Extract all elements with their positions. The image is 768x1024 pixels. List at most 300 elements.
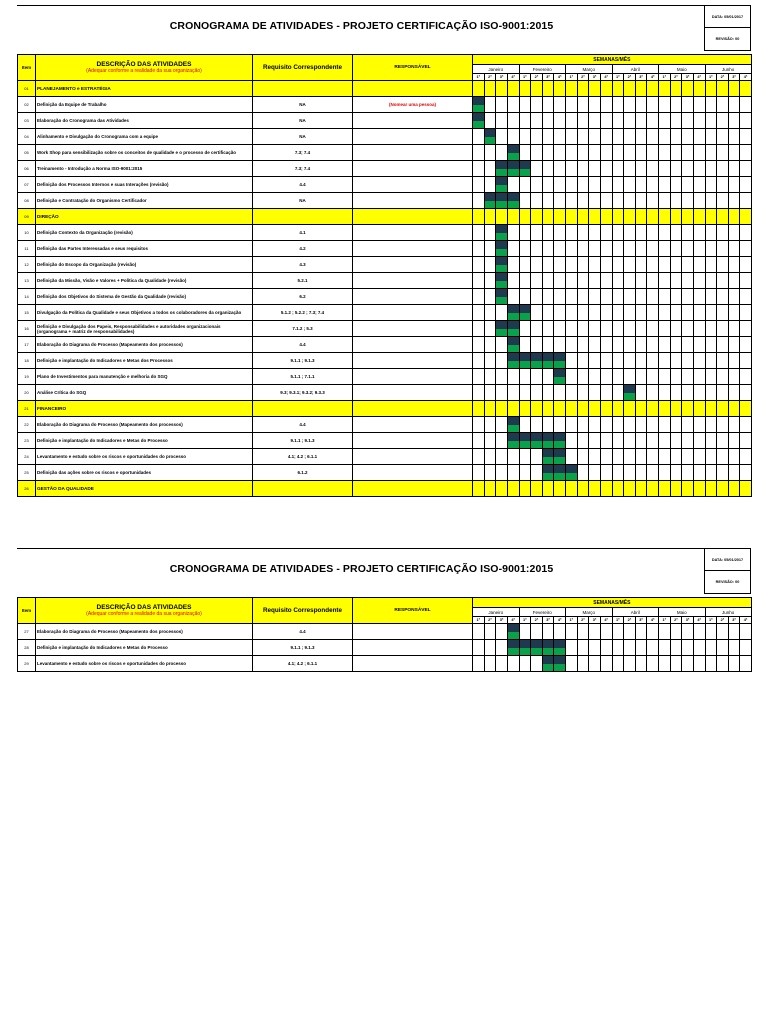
gantt-cell (624, 177, 636, 193)
gantt-cell (705, 401, 717, 417)
gantt-cell (496, 145, 508, 161)
gantt-cell (635, 417, 647, 433)
header-week: 4ª (693, 617, 705, 624)
gantt-cell (600, 145, 612, 161)
row-responsible (353, 449, 473, 465)
gantt-cell (728, 656, 740, 672)
gantt-cell (519, 369, 531, 385)
gantt-cell (635, 209, 647, 225)
row-responsible (353, 656, 473, 672)
gantt-cell (589, 337, 601, 353)
gantt-bar-cell (507, 161, 519, 177)
gantt-cell (577, 465, 589, 481)
header-week: 3ª (682, 74, 694, 81)
gantt-cell (566, 481, 578, 497)
gantt-cell (507, 241, 519, 257)
gantt-cell (589, 385, 601, 401)
row-requirement (253, 401, 353, 417)
gantt-cell (600, 241, 612, 257)
row-number: 11 (18, 241, 36, 257)
gantt-cell (519, 624, 531, 640)
gantt-cell (682, 225, 694, 241)
row-requirement: 4.4 (253, 337, 353, 353)
gantt-cell (566, 305, 578, 321)
schedule-table (17, 597, 752, 672)
gantt-cell (542, 624, 554, 640)
row-requirement: 4.1; 4.2 ; 6.1.1 (253, 449, 353, 465)
gantt-cell (612, 225, 624, 241)
gantt-cell (577, 257, 589, 273)
gantt-cell (507, 449, 519, 465)
gantt-cell (647, 97, 659, 113)
header-month: Maio (659, 608, 706, 617)
row-number: 28 (18, 640, 36, 656)
gantt-cell (612, 305, 624, 321)
header-month: Março (566, 608, 613, 617)
gantt-cell (728, 129, 740, 145)
gantt-cell (554, 209, 566, 225)
gantt-cell (647, 369, 659, 385)
gantt-cell (542, 145, 554, 161)
gantt-cell (496, 433, 508, 449)
gantt-cell (531, 289, 543, 305)
gantt-cell (484, 145, 496, 161)
gantt-bar-cell (496, 225, 508, 241)
page-header (17, 5, 751, 54)
row-responsible (353, 113, 473, 129)
gantt-cell (577, 656, 589, 672)
gantt-cell (670, 241, 682, 257)
header-week: 2ª (624, 617, 636, 624)
gantt-cell (519, 289, 531, 305)
gantt-cell (717, 257, 729, 273)
gantt-cell (705, 273, 717, 289)
gantt-cell (717, 640, 729, 656)
gantt-cell (566, 385, 578, 401)
gantt-cell (531, 81, 543, 97)
gantt-cell (589, 465, 601, 481)
header-week: 1ª (519, 617, 531, 624)
gantt-cell (496, 401, 508, 417)
gantt-cell (496, 465, 508, 481)
gantt-cell (531, 385, 543, 401)
header-week: 2ª (670, 617, 682, 624)
gantt-cell (647, 225, 659, 241)
gantt-cell (670, 305, 682, 321)
gantt-cell (600, 337, 612, 353)
gantt-cell (507, 273, 519, 289)
gantt-bar-cell (519, 305, 531, 321)
gantt-cell (600, 481, 612, 497)
gantt-cell (531, 369, 543, 385)
row-description: Definição e implantação do Indicadores e Metas dos Processos (36, 353, 253, 369)
gantt-cell (647, 209, 659, 225)
header-week: 4ª (554, 617, 566, 624)
gantt-cell (647, 640, 659, 656)
gantt-cell (554, 481, 566, 497)
row-description: Work Shop para sensibilização sobre os conceitos de qualidade e o processo de certificação (36, 145, 253, 161)
gantt-cell (728, 145, 740, 161)
gantt-cell (659, 177, 671, 193)
gantt-cell (647, 624, 659, 640)
activity-row (18, 321, 752, 337)
gantt-bar-cell (554, 465, 566, 481)
gantt-cell (531, 656, 543, 672)
gantt-cell (740, 481, 751, 497)
gantt-cell (705, 209, 717, 225)
gantt-cell (473, 640, 485, 656)
gantt-cell (542, 257, 554, 273)
gantt-cell (624, 369, 636, 385)
gantt-cell (566, 417, 578, 433)
activity-row (18, 273, 752, 289)
gantt-cell (542, 113, 554, 129)
gantt-cell (484, 289, 496, 305)
gantt-cell (473, 353, 485, 369)
row-description: Análise Crítica do SGQ (36, 385, 253, 401)
gantt-cell (473, 433, 485, 449)
gantt-cell (577, 640, 589, 656)
gantt-cell (519, 337, 531, 353)
gantt-cell (693, 97, 705, 113)
row-responsible (353, 433, 473, 449)
gantt-cell (705, 145, 717, 161)
row-requirement: 7.3; 7.4 (253, 145, 353, 161)
gantt-cell (624, 353, 636, 369)
row-description: Definição dos Objetivos do Sistema de Gestão da Qualidade (revisão) (36, 289, 253, 305)
gantt-cell (705, 385, 717, 401)
row-requirement: 9.1.1 ; 9.1.3 (253, 353, 353, 369)
header-month: Fevereiro (519, 65, 566, 74)
header-week: 2ª (531, 617, 543, 624)
gantt-cell (519, 145, 531, 161)
row-responsible (353, 321, 473, 337)
row-requirement: 7.1.2 ; 5.3 (253, 321, 353, 337)
gantt-cell (728, 465, 740, 481)
gantt-cell (740, 289, 751, 305)
gantt-cell (566, 337, 578, 353)
gantt-cell (612, 257, 624, 273)
row-description: Definição das Partes Interessadas e seus requisitos (36, 241, 253, 257)
gantt-cell (682, 321, 694, 337)
gantt-cell (670, 369, 682, 385)
header-week: 1ª (519, 74, 531, 81)
gantt-cell (554, 417, 566, 433)
gantt-cell (566, 209, 578, 225)
gantt-cell (728, 305, 740, 321)
gantt-cell (473, 193, 485, 209)
header-week: 4ª (600, 74, 612, 81)
gantt-cell (682, 81, 694, 97)
section-row (18, 401, 752, 417)
row-responsible (353, 257, 473, 273)
gantt-cell (647, 449, 659, 465)
gantt-cell (589, 257, 601, 273)
gantt-cell (717, 273, 729, 289)
row-description: DIREÇÃO (36, 209, 253, 225)
schedule-page-1 (17, 5, 751, 497)
gantt-cell (612, 113, 624, 129)
gantt-cell (519, 113, 531, 129)
gantt-cell (507, 465, 519, 481)
gantt-cell (589, 145, 601, 161)
activity-row (18, 624, 752, 640)
gantt-cell (635, 385, 647, 401)
gantt-cell (484, 656, 496, 672)
document-revision: REVISÃO: 00 (715, 37, 740, 41)
activity-row (18, 97, 752, 113)
gantt-cell (542, 241, 554, 257)
gantt-cell (647, 241, 659, 257)
gantt-cell (682, 369, 694, 385)
row-number: 26 (18, 481, 36, 497)
gantt-cell (612, 385, 624, 401)
gantt-cell (566, 624, 578, 640)
gantt-cell (728, 113, 740, 129)
gantt-cell (670, 257, 682, 273)
gantt-cell (542, 273, 554, 289)
gantt-cell (670, 337, 682, 353)
gantt-cell (659, 321, 671, 337)
gantt-cell (624, 209, 636, 225)
gantt-cell (647, 401, 659, 417)
gantt-cell (659, 129, 671, 145)
gantt-cell (705, 289, 717, 305)
gantt-cell (577, 289, 589, 305)
gantt-cell (670, 481, 682, 497)
gantt-cell (589, 225, 601, 241)
gantt-cell (612, 449, 624, 465)
gantt-cell (624, 305, 636, 321)
document-title: CRONOGRAMA DE ATIVIDADES - PROJETO CERTIFICAÇÃO ISO-9001:2015 (169, 20, 554, 32)
gantt-cell (740, 449, 751, 465)
gantt-cell (496, 353, 508, 369)
gantt-cell (531, 624, 543, 640)
gantt-cell (507, 385, 519, 401)
gantt-cell (566, 353, 578, 369)
gantt-cell (728, 433, 740, 449)
row-number: 12 (18, 257, 36, 273)
header-week: 3ª (682, 617, 694, 624)
gantt-cell (589, 656, 601, 672)
row-responsible (353, 353, 473, 369)
gantt-cell (531, 97, 543, 113)
gantt-cell (659, 145, 671, 161)
row-number: 02 (18, 97, 36, 113)
row-number: 21 (18, 401, 36, 417)
header-requirement: Requisito Correspondente (253, 598, 353, 624)
gantt-cell (740, 353, 751, 369)
row-requirement: NA (253, 113, 353, 129)
gantt-cell (566, 321, 578, 337)
gantt-cell (624, 401, 636, 417)
header-item: Item (18, 55, 36, 81)
section-row (18, 81, 752, 97)
gantt-cell (531, 417, 543, 433)
gantt-cell (612, 433, 624, 449)
gantt-cell (554, 177, 566, 193)
row-requirement: 4.4 (253, 417, 353, 433)
gantt-cell (484, 113, 496, 129)
header-month: Março (566, 65, 613, 74)
gantt-cell (531, 129, 543, 145)
activity-row (18, 225, 752, 241)
gantt-cell (659, 465, 671, 481)
gantt-cell (705, 113, 717, 129)
gantt-cell (554, 129, 566, 145)
gantt-cell (542, 193, 554, 209)
section-row (18, 481, 752, 497)
gantt-cell (740, 145, 751, 161)
gantt-cell (635, 273, 647, 289)
gantt-bar-cell (554, 353, 566, 369)
row-number: 23 (18, 433, 36, 449)
gantt-cell (531, 113, 543, 129)
gantt-cell (600, 273, 612, 289)
gantt-cell (542, 337, 554, 353)
gantt-cell (728, 97, 740, 113)
gantt-cell (635, 241, 647, 257)
gantt-bar-cell (507, 624, 519, 640)
gantt-bar-cell (554, 656, 566, 672)
gantt-cell (740, 273, 751, 289)
gantt-cell (693, 209, 705, 225)
gantt-cell (635, 225, 647, 241)
gantt-cell (484, 481, 496, 497)
gantt-cell (612, 145, 624, 161)
row-number: 04 (18, 129, 36, 145)
gantt-cell (531, 273, 543, 289)
gantt-cell (740, 241, 751, 257)
gantt-cell (693, 289, 705, 305)
header-week: 4ª (554, 74, 566, 81)
gantt-cell (554, 113, 566, 129)
gantt-cell (647, 385, 659, 401)
gantt-cell (682, 193, 694, 209)
gantt-cell (647, 289, 659, 305)
gantt-cell (566, 193, 578, 209)
gantt-cell (496, 640, 508, 656)
gantt-cell (624, 449, 636, 465)
gantt-cell (728, 257, 740, 273)
row-requirement: 4.3 (253, 257, 353, 273)
header-week: 1ª (473, 617, 485, 624)
gantt-cell (600, 640, 612, 656)
gantt-cell (531, 193, 543, 209)
gantt-cell (705, 161, 717, 177)
header-week: 1ª (705, 617, 717, 624)
gantt-cell (659, 401, 671, 417)
gantt-cell (659, 385, 671, 401)
gantt-cell (693, 417, 705, 433)
gantt-cell (647, 433, 659, 449)
gantt-cell (647, 656, 659, 672)
gantt-cell (531, 225, 543, 241)
gantt-cell (682, 481, 694, 497)
gantt-bar-cell (473, 97, 485, 113)
row-requirement: 7.3; 7.4 (253, 161, 353, 177)
gantt-cell (600, 225, 612, 241)
gantt-cell (589, 241, 601, 257)
gantt-cell (624, 289, 636, 305)
activity-row (18, 193, 752, 209)
gantt-cell (728, 273, 740, 289)
gantt-cell (635, 321, 647, 337)
gantt-cell (542, 481, 554, 497)
gantt-cell (473, 481, 485, 497)
gantt-cell (507, 656, 519, 672)
gantt-cell (473, 305, 485, 321)
gantt-cell (589, 353, 601, 369)
gantt-cell (693, 145, 705, 161)
gantt-bar-cell (554, 640, 566, 656)
gantt-cell (659, 640, 671, 656)
gantt-cell (577, 193, 589, 209)
gantt-cell (728, 241, 740, 257)
gantt-cell (554, 305, 566, 321)
gantt-cell (612, 209, 624, 225)
gantt-cell (717, 465, 729, 481)
row-description: Plano de Investimentos para manutenção e melhoria do SGQ (36, 369, 253, 385)
gantt-bar-cell (542, 640, 554, 656)
row-number: 25 (18, 465, 36, 481)
row-responsible (353, 81, 473, 97)
row-responsible (353, 177, 473, 193)
gantt-cell (600, 81, 612, 97)
gantt-cell (612, 241, 624, 257)
gantt-cell (635, 161, 647, 177)
row-number: 07 (18, 177, 36, 193)
gantt-cell (566, 656, 578, 672)
document-date: DATA: 05/01/2017 (705, 549, 750, 571)
gantt-cell (542, 225, 554, 241)
activity-row (18, 369, 752, 385)
header-week: 1ª (612, 74, 624, 81)
header-week: 4ª (740, 74, 751, 81)
gantt-bar-cell (496, 193, 508, 209)
header-description-note: (Adequar conforme a realidade da sua organização) (86, 610, 202, 617)
gantt-cell (600, 321, 612, 337)
row-requirement: 4.4 (253, 177, 353, 193)
gantt-cell (566, 369, 578, 385)
gantt-cell (542, 129, 554, 145)
gantt-cell (740, 385, 751, 401)
gantt-cell (519, 209, 531, 225)
gantt-cell (705, 353, 717, 369)
gantt-cell (554, 273, 566, 289)
row-requirement: 4.4 (253, 624, 353, 640)
gantt-cell (600, 385, 612, 401)
header-week: 3ª (635, 617, 647, 624)
row-description: GESTÃO DA QUALIDADE (36, 481, 253, 497)
gantt-cell (624, 273, 636, 289)
gantt-cell (670, 289, 682, 305)
header-month: Janeiro (473, 608, 520, 617)
gantt-bar-cell (473, 113, 485, 129)
gantt-cell (740, 305, 751, 321)
gantt-cell (717, 81, 729, 97)
gantt-cell (589, 161, 601, 177)
header-week: 2ª (531, 74, 543, 81)
gantt-cell (612, 177, 624, 193)
gantt-cell (531, 177, 543, 193)
gantt-cell (693, 161, 705, 177)
row-number: 01 (18, 81, 36, 97)
header-month: Fevereiro (519, 608, 566, 617)
gantt-cell (612, 193, 624, 209)
gantt-cell (705, 481, 717, 497)
header-month: Maio (659, 65, 706, 74)
